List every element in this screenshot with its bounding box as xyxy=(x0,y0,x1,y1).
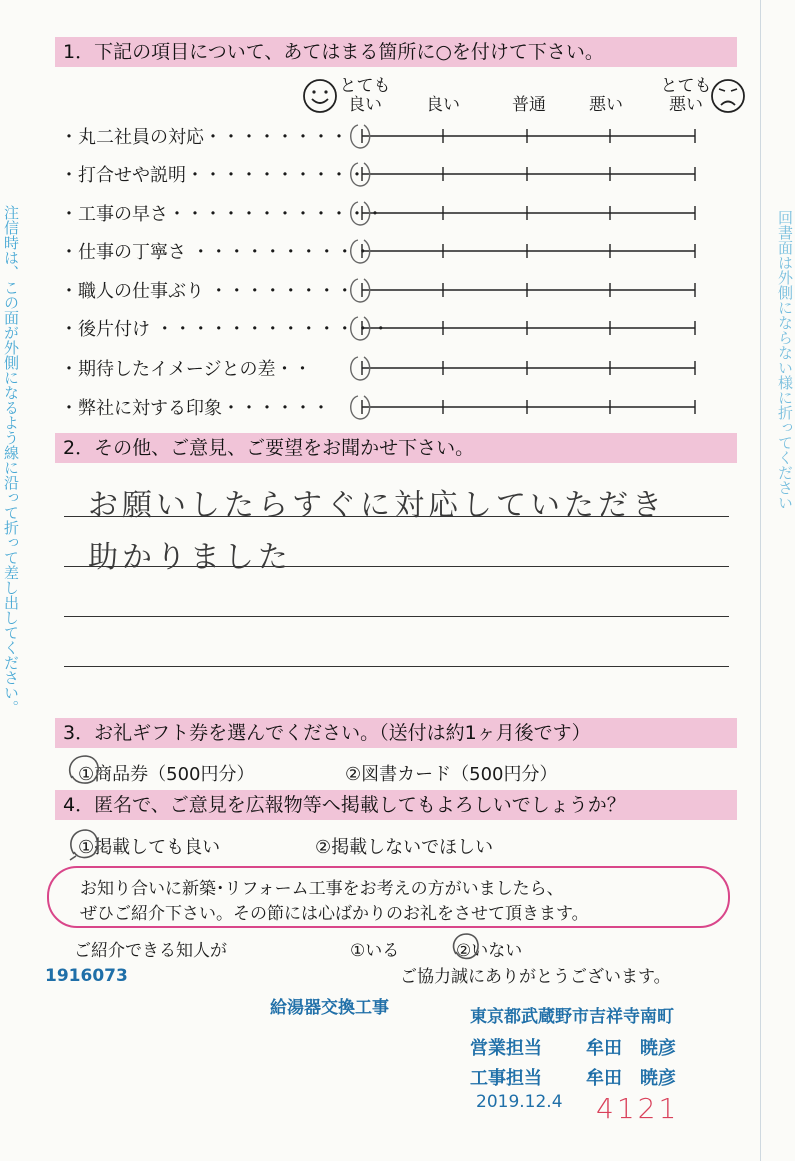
referral-option-no[interactable]: ②いない xyxy=(456,941,523,961)
rating-item-label: ・仕事の丁寧さ ・・・・・・・・・・ xyxy=(60,242,372,263)
rating-scale-line[interactable] xyxy=(345,159,705,189)
scale-header-line2: 良い xyxy=(348,95,382,115)
right-fold-instruction: 回書面は外側にならない様に折ってください xyxy=(776,210,794,510)
referral-question: ご紹介できる知人が xyxy=(74,941,227,961)
sales-name: 牟田 暁彦 xyxy=(586,1038,676,1059)
customer-code: 1916073 xyxy=(45,966,128,986)
comment-line-3 xyxy=(64,616,729,617)
referral-message-line1: お知り合いに新築･リフォーム工事をお考えの方がいましたら、 xyxy=(80,879,564,899)
rating-item-label: ・期待したイメージとの差・・ xyxy=(60,359,312,380)
survey-date: 2019.12.4 xyxy=(476,1092,563,1112)
work-title: 給湯器交換工事 xyxy=(270,998,389,1018)
section1-title: 1．下記の項目について、あてはまる箇所に○を付けて下さい。 xyxy=(55,37,737,67)
scale-header-line1 xyxy=(571,77,641,96)
scale-header-line1: とても xyxy=(339,76,391,96)
scale-header-good xyxy=(408,77,478,115)
sales-label: 営業担当 xyxy=(470,1038,542,1059)
scale-header-line1: とても xyxy=(660,76,712,96)
rating-scale-line[interactable] xyxy=(345,198,705,228)
comment-text-1: お願いしたらすぐに対応していただき xyxy=(88,488,666,523)
hand-drawn-circle-icon xyxy=(64,826,104,862)
scale-header-line1 xyxy=(408,77,478,96)
thanks-message: ご協力誠にありがとうございます。 xyxy=(400,967,671,987)
rating-item-label: ・弊社に対する印象・・・・・・ xyxy=(60,398,330,419)
section4-title: 4．匿名で、ご意見を広報物等へ掲載してもよろしいでしょうか？ xyxy=(55,790,737,820)
construction-label: 工事担当 xyxy=(470,1068,542,1089)
scale-header-normal xyxy=(494,77,564,115)
scale-header-very-good xyxy=(330,77,400,115)
rating-scale-line[interactable] xyxy=(345,392,705,422)
rating-item-label: ・工事の早さ・・・・・・・・・・・・ xyxy=(60,204,384,225)
rating-item-label: ・後片付け ・・・・・・・・・・・・・ xyxy=(60,319,390,340)
rating-scale-line[interactable] xyxy=(345,275,705,305)
comment-line-4 xyxy=(64,666,729,667)
hand-drawn-circle-icon xyxy=(64,752,104,788)
section2-title: 2．その他、ご意見、ご要望をお聞かせ下さい。 xyxy=(55,433,737,463)
rating-scale-line[interactable] xyxy=(345,236,705,266)
gift-option-book-card[interactable]: ②図書カード（500円分） xyxy=(345,764,558,785)
address: 東京都武蔵野市吉祥寺南町 xyxy=(470,1007,674,1027)
scale-header-very-bad xyxy=(651,77,721,115)
rating-item-label: ・丸二社員の対応・・・・・・・・ xyxy=(60,127,348,148)
rating-item-label: ・職人の仕事ぶり ・・・・・・・・ xyxy=(60,281,354,302)
rating-scale-line[interactable] xyxy=(345,121,705,151)
scale-header-line2: 良い xyxy=(426,95,460,115)
right-edge-line xyxy=(760,0,761,1161)
scale-header-line2: 悪い xyxy=(589,95,623,115)
hand-drawn-circle-icon xyxy=(448,930,484,962)
gift-option-product-voucher[interactable]: ①商品券（500円分） xyxy=(78,764,255,785)
publish-option-allow[interactable]: ①掲載しても良い xyxy=(78,837,221,858)
comment-text-2: 助かりました xyxy=(88,540,292,575)
rating-scale-line[interactable] xyxy=(345,353,705,383)
rating-scale-line[interactable] xyxy=(345,313,705,343)
scale-header-line2: 悪い xyxy=(669,95,703,115)
rating-item-label: ・打合せや説明・・・・・・・・・・ xyxy=(60,165,366,186)
scale-header-bad xyxy=(571,77,641,115)
referral-option-yes[interactable]: ①いる xyxy=(350,941,400,961)
publish-option-deny[interactable]: ②掲載しないでほしい xyxy=(315,837,494,858)
scale-header-line2: 普通 xyxy=(512,95,546,115)
left-fold-instruction: 注信時は、この面が外側になるよう線に沿って折って差し出してください。 xyxy=(2,205,20,715)
section3-title: 3．お礼ギフト券を選んでください。（送付は約1ヶ月後です） xyxy=(55,718,737,748)
construction-name: 牟田 暁彦 xyxy=(586,1068,676,1089)
scale-header-line1 xyxy=(494,77,564,96)
referral-message-line2: ぜひご紹介下さい。その節には心ばかりのお礼をさせて頂きます。 xyxy=(80,904,589,924)
handwritten-number: 4121 xyxy=(596,1092,680,1125)
